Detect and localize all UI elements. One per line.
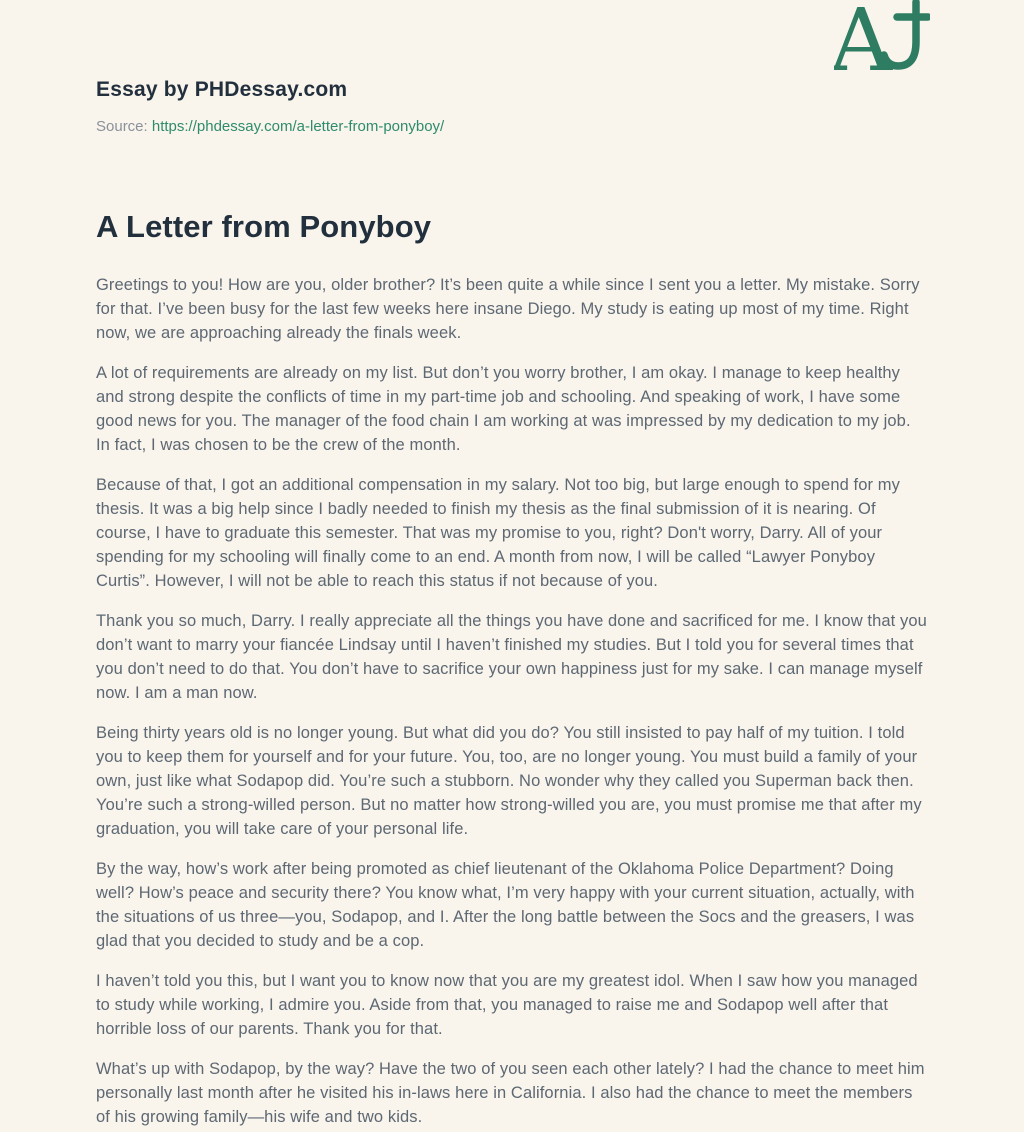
- essay-paragraph: Being thirty years old is no longer young. But what did you do? You still insisted to pay half of my tuition. I told you to keep them for yourself and for your future. You, too, are no longer young. You must build a family of your own, just like what Sodapop did. You’re such a stubborn. No wonder why they called you Superman back then. You’re such a strong-willed person. But no matter how strong-willed you are, you must promise me that after my graduation, you will take care of your personal life.: [96, 724, 922, 838]
- source-link[interactable]: https://phdessay.com/a-letter-from-ponyboy/: [151, 118, 445, 135]
- essay-paragraph: Thank you so much, Darry. I really appreciate all the things you have done and sacrificed for me. I know that you don’t want to marry your fiancée Lindsay until I haven’t finished my studies. But I told you for several times that you don’t need to do that. You don’t have to sacrifice your own happiness just for my sake. I can manage myself now. I am a man now.: [96, 612, 927, 702]
- essay-paragraph: A lot of requirements are already on my list. But don’t you worry brother, I am okay. I manage to keep healthy and strong despite the conflicts of time in my part-time job and schooling. And speaking of work, I have some good news for you. The manager of the food chain I am working at was impressed by my dedication to my job. In fact, I was chosen to be the crew of the month.: [96, 364, 911, 454]
- essay-paragraph: Greetings to you! How are you, older brother? It’s been quite a while since I sent you a letter. My mistake. Sorry for that. I’ve been busy for the last few weeks here insane Diego. My study is eating up most of my time. Right now, we are approaching already the finals week.: [96, 276, 920, 342]
- essay-paragraph: By the way, how’s work after being promoted as chief lieutenant of the Oklahoma Police Department? Doing well? How’s peace and security there? You know what, I’m very happy with your current situation, actually, with the situations of us three—you, Sodapop, and I. After the long battle between the Socs and the greasers, I was glad that you decided to study and be a cop.: [96, 860, 915, 950]
- a-plus-logo-icon: [834, 0, 930, 88]
- source-label: Source:: [96, 118, 148, 135]
- phdessay-logo: [834, 0, 930, 88]
- essay-by-title: Essay by PHDessay.com: [96, 78, 348, 101]
- essay-body: [96, 273, 928, 1129]
- essay-paragraph: What’s up with Sodapop, by the way? Have the two of you seen each other lately? I had the chance to meet him personally last month after he visited his in-laws here in California. I also had the chance to meet the members of his growing family—his wife and two kids.: [96, 1060, 925, 1126]
- svg-text:A: A: [834, 0, 893, 88]
- page-header: [96, 0, 928, 135]
- essay-paragraph: I haven’t told you this, but I want you to know now that you are my greatest idol. When I saw how you managed to study while working, I admire you. Aside from that, you managed to raise me and Sodapop well after that horrible loss of our parents. Thank you for that.: [96, 972, 918, 1038]
- page-title: A Letter from Ponyboy: [96, 209, 432, 244]
- source-line: [96, 118, 928, 135]
- essay-paragraph: Because of that, I got an additional compensation in my salary. Not too big, but large enough to spend for my thesis. It was a big help since I badly needed to finish my thesis as the final submission of it is nearing. Of course, I have to graduate this semester. That was my promise to you, right? Don't worry, Darry. All of your spending for my schooling will finally come to an end. A month from now, I will be called “Lawyer Ponyboy Curtis”. However, I will not be able to reach this status if not because of you.: [96, 476, 900, 590]
